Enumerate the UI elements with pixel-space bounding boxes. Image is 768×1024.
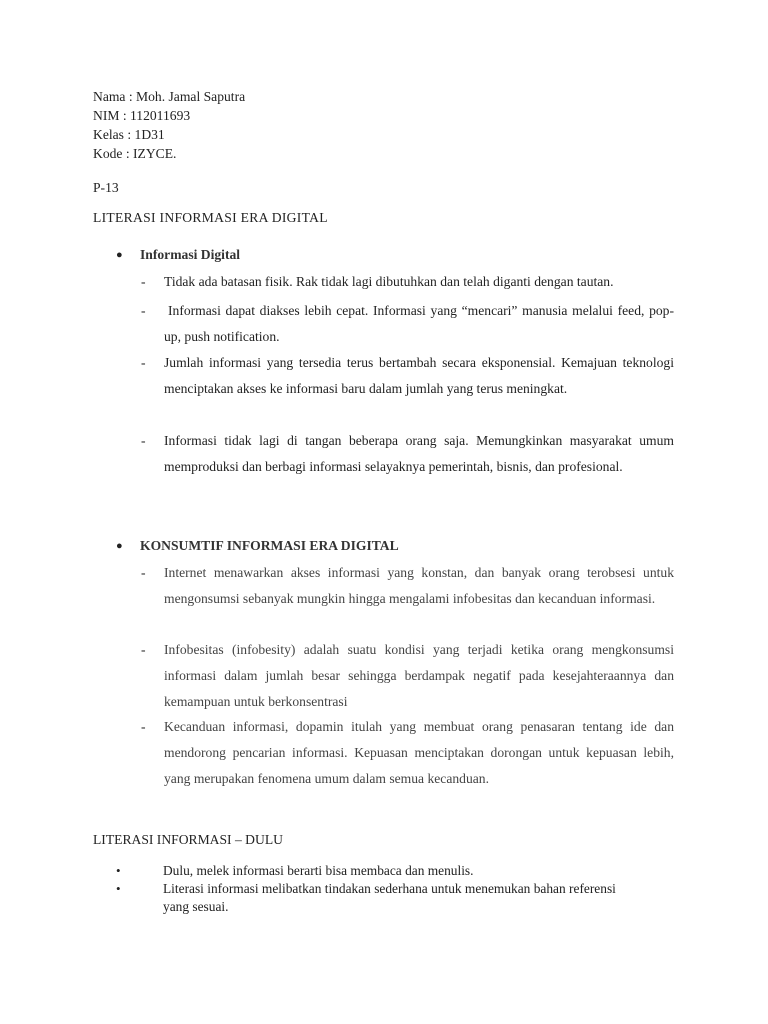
student-name: Nama : Moh. Jamal Saputra bbox=[93, 89, 246, 104]
small-bullet-icon: • bbox=[116, 863, 121, 878]
section2-heading: KONSUMTIF INFORMASI ERA DIGITAL bbox=[140, 538, 399, 553]
dash-icon: - bbox=[141, 433, 146, 448]
section1-item: Jumlah informasi yang tersedia terus bertambah secara eksponensial. Kemajuan teknologi menciptakan akses ke informasi baru dalam jumlah yang terus meningkat. bbox=[164, 355, 674, 396]
dash-icon: - bbox=[141, 719, 146, 734]
section3-item: Dulu, melek informasi berarti bisa membaca dan menulis. bbox=[163, 863, 474, 878]
section1-item: Tidak ada batasan fisik. Rak tidak lagi dibutuhkan dan telah diganti dengan tautan. bbox=[164, 274, 614, 289]
section3-heading: LITERASI INFORMASI – DULU bbox=[93, 832, 283, 847]
section1-heading: Informasi Digital bbox=[140, 247, 241, 262]
round-bullet-icon: ● bbox=[116, 249, 123, 261]
student-code: Kode : IZYCE. bbox=[93, 146, 177, 161]
section1-item: Informasi tidak lagi di tangan beberapa orang saja. Memungkinkan masyarakat umum memproduksi dan berbagi informasi selayaknya pemerintah, bisnis, dan profesional. bbox=[164, 433, 674, 474]
small-bullet-icon: • bbox=[116, 881, 121, 896]
student-class: Kelas : 1D31 bbox=[93, 127, 165, 142]
dash-icon: - bbox=[141, 303, 146, 318]
section2-item: Infobesitas (infobesity) adalah suatu kondisi yang terjadi ketika orang mengkonsumsi informasi dalam jumlah besar sehingga berdampak negatif pada kesejahteraannya dan kemampuan untuk berkonsentrasi bbox=[164, 642, 674, 709]
document-title: LITERASI INFORMASI ERA DIGITAL bbox=[93, 210, 328, 225]
dash-icon: - bbox=[141, 642, 146, 657]
section3-item: Literasi informasi melibatkan tindakan sederhana untuk menemukan bahan referensi yang sesuai. bbox=[163, 881, 616, 914]
dash-icon: - bbox=[141, 274, 146, 289]
round-bullet-icon: ● bbox=[116, 540, 123, 552]
section2-item: Kecanduan informasi, dopamin itulah yang membuat orang penasaran tentang ide dan mendorong pencarian informasi. Kepuasan menciptakan dorongan untuk kepuasan lebih, yang merupakan fenomena umum dalam semua kecanduan. bbox=[164, 719, 674, 786]
student-nim: NIM : 112011693 bbox=[93, 108, 191, 123]
section1-item: Informasi dapat diakses lebih cepat. Informasi yang “mencari” manusia melalui feed, pop-up, push notification. bbox=[164, 303, 674, 344]
dash-icon: - bbox=[141, 355, 146, 370]
meeting-number: P-13 bbox=[93, 180, 119, 195]
section2-item: Internet menawarkan akses informasi yang konstan, dan banyak orang terobsesi untuk mengonsumsi sebanyak mungkin hingga mengalami infobesitas dan kecanduan informasi. bbox=[164, 565, 674, 606]
dash-icon: - bbox=[141, 565, 146, 580]
